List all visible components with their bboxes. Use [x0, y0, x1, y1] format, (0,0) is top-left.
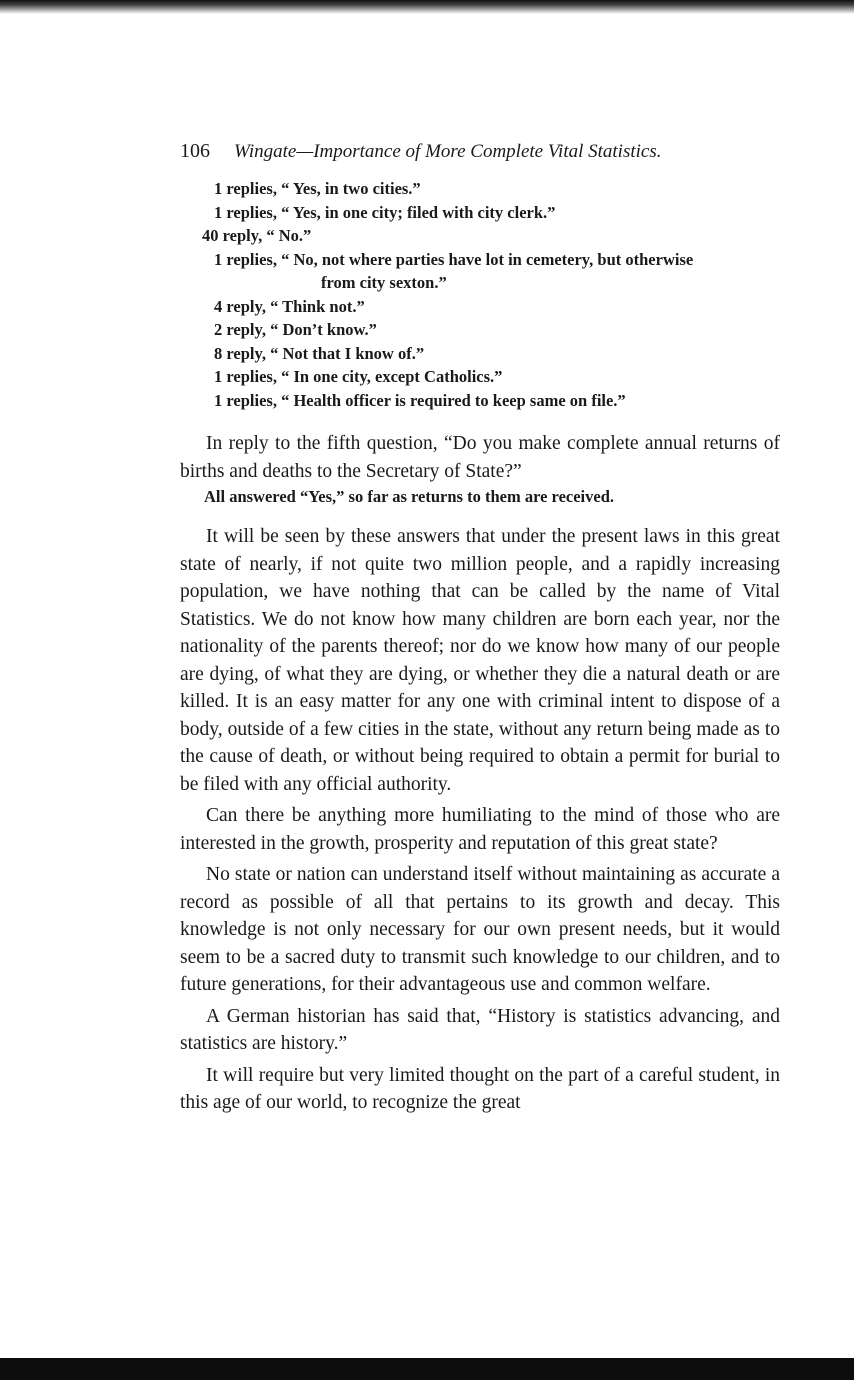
reply-line: 1 replies, “ Yes, in one city; filed with city clerk.” — [214, 202, 556, 222]
fifth-question-paragraph: In reply to the fifth question, “Do you make complete annual returns of births and deaths to the Secretary of State?” — [180, 433, 780, 482]
fifth-question-answer: All answered “Yes,” so far as returns to them are received. — [204, 487, 614, 506]
page-number: 106 — [180, 140, 210, 162]
reply-line: 1 replies, “ In one city, except Catholics.” — [214, 367, 503, 386]
scan-top-edge — [0, 0, 854, 14]
reply-line: 2 reply, “ Don’t know.” — [214, 320, 377, 339]
body-paragraph: It will require but very limited thought on the part of a careful student, in this age of our world, to recognize the great — [180, 1064, 780, 1113]
replies-list — [202, 177, 780, 412]
body-paragraph: No state or nation can understand itself without maintaining as accurate a record as possible of all that pertains to its growth and decay. This knowledge is not only necessary for our own present needs, but it would seem to be a sacred duty to transmit such knowledge to our children, and to future generations, for their advantageous use and common welfare. — [180, 864, 780, 995]
running-title: Wingate—Importance of More Complete Vital Statistics. — [234, 141, 662, 162]
body-paragraph: A German historian has said that, “History is statistics advancing, and statistics are history.” — [180, 1005, 780, 1054]
reply-line: 1 replies, “ No, not where parties have lot in cemetery, but otherwise — [214, 249, 694, 269]
body-paragraph: Can there be anything more humiliating to the mind of those who are interested in the growth, prosperity and reputation of this great state? — [180, 805, 780, 854]
reply-line: 1 replies, “ Yes, in two cities.” — [214, 179, 421, 198]
running-header — [180, 140, 780, 163]
body-paragraph: It will be seen by these answers that under the present laws in this great state of nearly, if not quite two million people, and a rapidly increasing population, we have nothing that can be called by the name of Vital Statistics. We do not know how many children are born each year, nor the nationality of the parents thereof; nor do we know how many of our people are dying, of what they are dying, or whether they die a natural death or are killed. It is an easy matter for any one with criminal intent to dispose of a body, outside of a few cities in the state, without any return being made as to the cause of death, or without being required to obtain a permit for burial to be filed with any official authority. — [180, 526, 780, 795]
reply-line: 40 reply, “ No.” — [202, 226, 312, 245]
reply-line: 8 reply, “ Not that I know of.” — [214, 343, 425, 363]
scan-bottom-edge — [0, 1358, 854, 1380]
reply-line: 1 replies, “ Health officer is required to keep same on file.” — [214, 390, 626, 410]
reply-line-continuation: from city sexton.” — [321, 273, 447, 292]
book-page — [180, 140, 780, 1117]
reply-line: 4 reply, “ Think not.” — [214, 296, 365, 316]
